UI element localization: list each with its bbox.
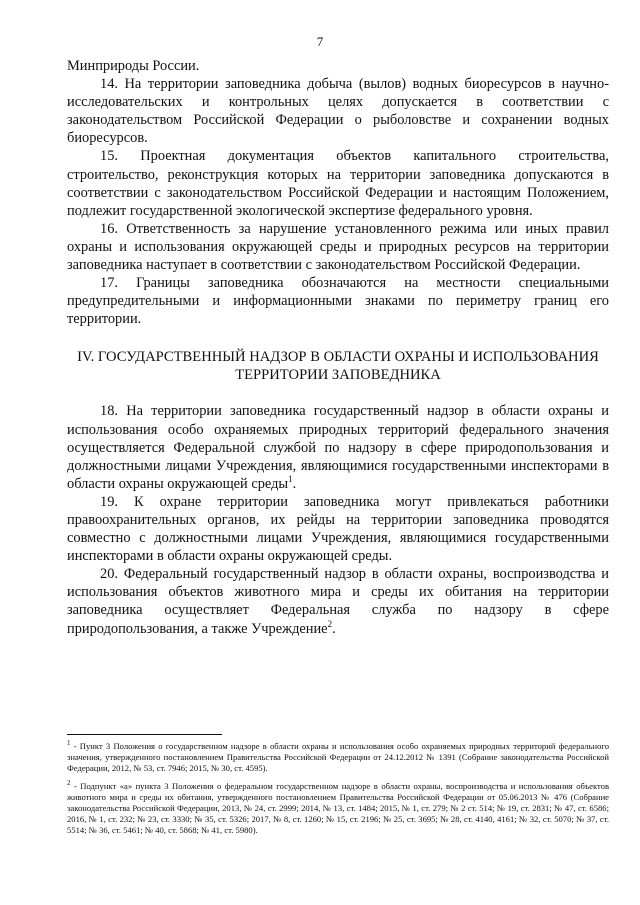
paragraph-20-end: . bbox=[332, 620, 336, 637]
page-number: 7 bbox=[316, 34, 324, 49]
footnote-ref-2: 2 bbox=[327, 618, 333, 629]
paragraph-17: 17. Границы заповедника обозначаются на местности специальными предупредительными и информационными знаками по периметру границ его территории. bbox=[67, 275, 609, 328]
paragraph-18-text: 18. На территории заповедника государственный надзор в области охраны и использования особо охраняемых природных территорий федерального значения осуществляется Федеральной службой по надзору в сфере природопользования и должностными лицами Учреждения, являющимися государственными инспекторами в области охраны окружающей среды bbox=[67, 403, 609, 492]
paragraph-14: 14. На территории заповедника добыча (вылов) водных биоресурсов в научно-исследовательских и контрольных целях допускается в соответствии с законодательством Российской Федерации о рыболовстве и сохранении водных биоресурсов. bbox=[67, 76, 609, 147]
footnote-1-text: - Пункт 3 Положения о государственном надзоре в области охраны и использования особо охраняемых природных территорий федерального значения, утвержденного постановлением Правительства Российской Федерации от 24.12.2012 № 1391 (Собрание законодательства Российской Федерации, 2012, № 53, ст. 7946; 2015, № 30, ст. 4595). bbox=[67, 741, 609, 773]
paragraph-16: 16. Ответственность за нарушение установленного режима или иных правил охраны и использования окружающей среды и природных ресурсов на территории заповедника наступает в соответствии с законодательством Российской Федерации. bbox=[67, 220, 609, 274]
section-heading: IV. ГОСУДАРСТВЕННЫЙ НАДЗОР В ОБЛАСТИ ОХРАНЫ И ИСПОЛЬЗОВАНИЯ ТЕРРИТОРИИ ЗАПОВЕДНИКА bbox=[77, 349, 599, 384]
paragraph-19: 19. К охране территории заповедника могут привлекаться работники правоохранительных органов, их рейды на территории заповедника проводятся совместно с должностными лицами Учреждения, являющимися государственными инспекторами в области охраны окружающей среды. bbox=[67, 493, 609, 565]
footnote-ref-1: 1 bbox=[288, 473, 293, 484]
footnote-1 bbox=[67, 741, 609, 774]
paragraph-20-text: 20. Федеральный государственный надзор в области охраны, воспроизводства и использования объектов животного мира и среды их обитания на территории заповедника осуществляет Федеральная служба по надзору в сфере природопользования, а также Учреждение bbox=[67, 566, 609, 637]
paragraph-18-end: . bbox=[292, 475, 297, 492]
footnote-separator bbox=[67, 734, 222, 735]
paragraph-20 bbox=[67, 565, 609, 637]
paragraph-18 bbox=[67, 402, 609, 492]
footnotes bbox=[67, 741, 609, 843]
footnote-1-mark: 1 bbox=[67, 739, 71, 748]
paragraph-continuation: Минприроды России. bbox=[67, 58, 200, 74]
footnote-2-mark: 2 bbox=[67, 779, 71, 788]
footnote-2-text: - Подпункт «а» пункта 3 Положения о федеральном государственном надзоре в области охраны, воспроизводства и использования объектов животного мира и среды их обитания, утвержденного постановлением Правительства Российской Федерации от 05.06.2013 № 476 (Собрание законодательства Российской Федерации, 2013, № 24, ст. 2999; 2014, № 13, ст. 1484; 2015, № 1, ст. 279; № 2 ст. 514; № 19, ст. 2831; № 47, ст. 6586; 2016, № 1, ст. 232; № 23, ст. 3330; № 35, ст. 5326; 2017, № 8, ст. 1260; № 15, ст. 2196; № 25, ст. 3695; № 28, ст. 4140, 4161; № 32, ст. 5070; № 37, ст. 5514; № 36, ст. 5461; № 40, ст. 5868; № 41, ст. 5980). bbox=[67, 781, 609, 835]
body-text bbox=[67, 57, 609, 638]
paragraph-15: 15. Проектная документация объектов капитального строительства, строительство, реконструкция которых на территории заповедника допускаются в соответствии с законодательством Российской Федерации и настоящим Положением, подлежит государственной экологической экспертизе федерального уровня. bbox=[67, 148, 609, 219]
footnote-2 bbox=[67, 781, 609, 836]
